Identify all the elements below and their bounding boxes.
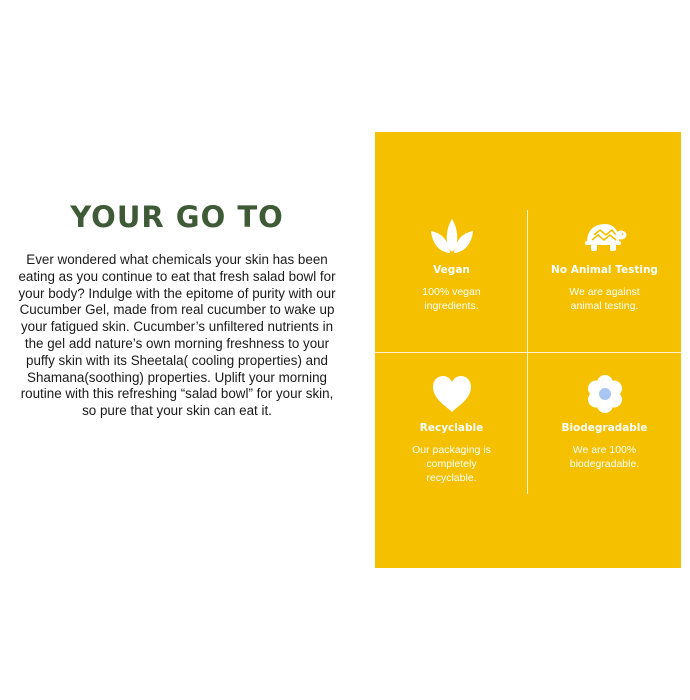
feature-title: Biodegradable: [561, 422, 648, 434]
leaf-icon: [430, 216, 474, 256]
feature-description: We are against animal testing.: [569, 286, 640, 312]
feature-no-animal-testing: [528, 216, 681, 313]
feature-title: No Animal Testing: [551, 264, 658, 276]
feature-recyclable: [375, 374, 528, 485]
flower-icon: [583, 374, 627, 414]
feature-title: Vegan: [433, 264, 470, 276]
turtle-icon: [583, 216, 627, 256]
feature-description: Our packaging is completely recyclable.: [412, 444, 491, 484]
feature-vegan: [375, 216, 528, 313]
intro-section: [12, 200, 342, 420]
features-panel: [375, 132, 681, 568]
feature-description: 100% vegan ingredients.: [422, 286, 481, 312]
description-text: Ever wondered what chemicals your skin has been eating as you continue to eat that fresh salad bowl for your body? Indulge with the epitome of purity with our Cucumber Gel, made from real cucumber to wake up your fatigued skin. Cucumber’s unfiltered nutrients in the gel add nature’s own morning freshness to your puffy skin with its Sheetala( cooling properties) and Shamana(soothing) properties. Uplift your morning routine with this refreshing “salad bowl” for your skin, so pure that your skin can eat it.: [18, 252, 336, 419]
feature-title: Recyclable: [419, 422, 484, 434]
feature-biodegradable: [528, 374, 681, 471]
section-heading: YOUR GO TO: [70, 200, 284, 234]
feature-description: We are 100% biodegradable.: [569, 444, 640, 470]
heart-icon: [430, 374, 474, 414]
horizontal-divider: [375, 352, 681, 353]
